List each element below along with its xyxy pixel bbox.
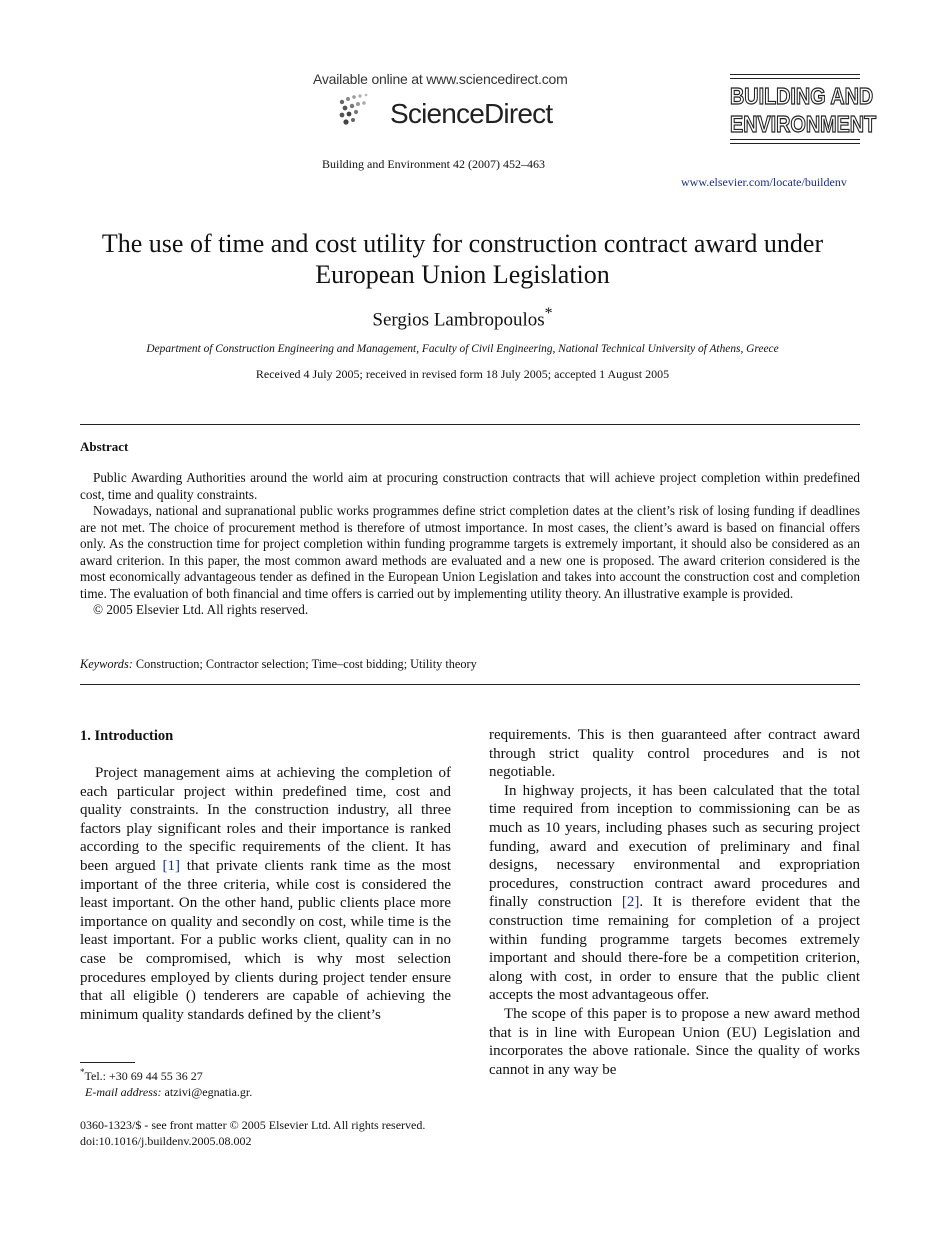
intro-paragraph-1-continued xyxy=(489,726,860,782)
intro-p1-text-a: Project management aims at achieving the completion of each particular project within predefined time, cost and quality constraints. In the construction industry, all three factors play significant roles and their importance is ranked according to the specific requirements of the client. It has been argued xyxy=(80,765,451,874)
footnote-tel-text: Tel.: +30 69 44 55 36 27 xyxy=(84,1069,203,1083)
available-online-text: Available online at www.sciencedirect.com xyxy=(313,71,568,87)
article-title xyxy=(60,228,865,290)
footnote-mark: * xyxy=(80,1067,85,1077)
affiliation: Department of Construction Engineering and Management, Faculty of Civil Engineering, National Technical University of Athens, Greece xyxy=(146,343,779,355)
abstract-copyright: © 2005 Elsevier Ltd. All rights reserved. xyxy=(93,602,309,617)
intro-paragraph-3: The scope of this paper is to propose a new award method that is in line with European Union (EU) Legislation and incorporates the above rationale. Since the quality of works cannot in any way be xyxy=(489,1005,860,1078)
journal-logo xyxy=(730,74,877,147)
body-column-left xyxy=(80,764,451,1024)
sciencedirect-logo-icon xyxy=(336,92,376,132)
title-line-2: European Union Legislation xyxy=(315,260,610,289)
abstract-bottom-rule xyxy=(80,684,860,685)
keywords-text: Construction; Contractor selection; Time–cost bidding; Utility theory xyxy=(135,657,477,671)
journal-reference: Building and Environment 42 (2007) 452–463 xyxy=(322,157,545,171)
email-label: E-mail address: xyxy=(85,1085,162,1099)
title-line-1: The use of time and cost utility for construction contract award under xyxy=(101,229,824,258)
footnote-rule xyxy=(80,1062,135,1063)
abstract-top-rule xyxy=(80,424,860,425)
email-address[interactable]: atzivi@egnatia.gr. xyxy=(164,1085,253,1099)
author-line xyxy=(60,305,865,331)
abstract-heading: Abstract xyxy=(80,439,129,454)
received-dates: Received 4 July 2005; received in revised form 18 July 2005; accepted 1 August 2005 xyxy=(255,367,670,381)
journal-logo-line2: ENVIRONMENT xyxy=(730,111,877,137)
abstract-paragraph-2: Nowadays, national and supranational public works programmes define strict completion dates at the client’s risk of losing funding if deadlines are not met. The choice of procurement method is therefore of utmost importance. In most cases, the client’s award is based on financial offers only. As the construction time for project completion within funding programme targets is extremely important, it should also be considered as an award criterion. In this paper, the most common award methods are evaluated and a new one is proposed. The award criterion considered is the most economically advantageous tender as defined in the European Union Legislation and takes into account the construction cost and completion time. The evaluation of both financial and time offers is carried out by implementing utility theory. An illustrative example is provided. xyxy=(80,503,860,601)
author-footnote-mark[interactable]: * xyxy=(544,305,553,322)
author-name: Sergios Lambropoulos xyxy=(372,309,545,331)
logo-rule xyxy=(730,74,860,75)
intro-paragraph-1 xyxy=(80,764,451,1024)
intro-p1-continued-text: requirements. This is then guaranteed after contract award through strict quality control procedures and is not negotiable. xyxy=(489,727,860,781)
journal-url-link[interactable]: www.elsevier.com/locate/buildenv xyxy=(681,175,847,189)
keywords-label: Keywords: xyxy=(80,657,133,671)
reference-link-1[interactable]: [1] xyxy=(162,857,180,874)
journal-logo-line1: BUILDING AND xyxy=(730,83,874,109)
doi-line[interactable]: doi:10.1016/j.buildenv.2005.08.002 xyxy=(80,1134,252,1148)
abstract-body xyxy=(80,470,860,619)
logo-rule xyxy=(730,143,860,144)
logo-rule xyxy=(730,78,860,79)
section-heading-introduction: 1. Introduction xyxy=(80,728,174,744)
intro-p2-text-a: In highway projects, it has been calculated that the total time required from inception to commissioning can be as much as 10 years, including phases such as securing project funding, award and execution of preliminary and final designs, necessary environmental and expropriation procedures, construction contract award procedures and finally construction xyxy=(489,782,860,911)
body-column-right xyxy=(489,726,860,1079)
footnote-email xyxy=(85,1085,252,1100)
keywords xyxy=(80,657,860,672)
logo-rule xyxy=(730,139,860,140)
intro-paragraph-2 xyxy=(489,782,860,1005)
reference-link-2[interactable]: [2] xyxy=(621,894,640,911)
abstract-paragraph-1: Public Awarding Authorities around the world aim at procuring construction contracts that will achieve project completion within predefined cost, time and quality constraints. xyxy=(80,470,860,502)
footnote-tel xyxy=(80,1067,203,1084)
sciencedirect-brand: ScienceDirect xyxy=(390,98,553,129)
intro-p2-text-b: . It is therefore evident that the construction time remaining for completion of a project within funding programme targets becomes extremely important and should there-fore be a competition criterion, along with cost, in order to ensure that the public client accepts the most advantageous offer. xyxy=(489,894,860,1004)
issn-line: 0360-1323/$ - see front matter © 2005 Elsevier Ltd. All rights reserved. xyxy=(80,1118,426,1132)
intro-p1-text-b: that private clients rank time as the most important of the three criteria, while cost is considered the least important. On the other hand, public clients place more importance on quality and secondly on cost, while time is the least important. For a public works client, quality can in no case be compromised, which is why most selection procedures employed by clients during project tender ensure that all eligible () tenderers are capable of achieving the minimum quality standards defined by the client’s xyxy=(80,857,451,1023)
